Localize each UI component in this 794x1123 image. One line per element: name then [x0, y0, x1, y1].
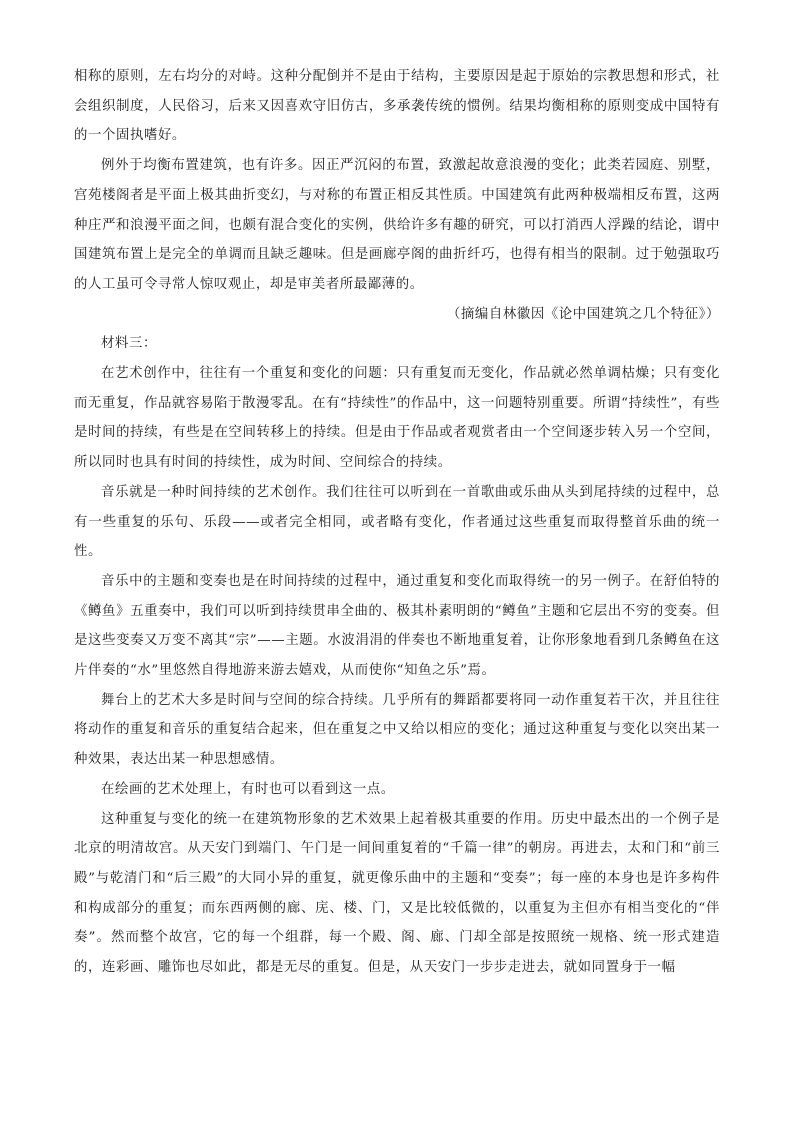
paragraph-5: 音乐中的主题和变奏也是在时间持续的过程中，通过重复和变化而取得统一的另一例子。在舒伯特的《鳟鱼》五重奏中，我们可以听到持续贯串全曲的、极其朴素明朗的“鳟鱼”主题和它层出不穷的变奏。但是这些变奏又万变不离其“宗”——主题。水波涓涓的伴奏也不断地重复着，让你形象地看到几条鳟鱼在这片伴奏的“水”里悠然自得地游来游去嬉戏，从而使你“知鱼之乐”焉。: [74, 573, 720, 679]
source-citation: （摘编自林徽因《论中国建筑之几个特征》）: [446, 306, 720, 322]
paragraph-1: 相称的原则，左右均分的对峙。这种分配倒并不是由于结构，主要原因是起于原始的宗教思想和形式，社会组织制度，人民俗习，后来又因喜欢守旧仿古，多承袭传统的惯例。结果均衡相称的原则变成中国特有的一个固执嗜好。: [74, 69, 720, 144]
paragraph-3: 在艺术创作中，往往有一个重复和变化的问题：只有重复而无变化，作品就必然单调枯燥；只有变化而无重复，作品就容易陷于散漫零乱。在有“持续性”的作品中，这一问题特别重要。所谓“持续性”，有些是时间的持续，有些是在空间转移上的持续。但是由于作品或者观赏者由一个空间逐步转入另一个空间，所以同时也具有时间的持续性，成为时间、空间综合的持续。: [74, 366, 720, 471]
section-heading-material-3: 材料三：: [101, 336, 157, 352]
paragraph-7: 在绘画的艺术处理上，有时也可以看到这一点。: [101, 781, 395, 797]
paragraph-2: 例外于均衡布置建筑，也有许多。因正严沉闷的布置，致激起故意浪漫的变化；此类若园庭、别墅，宫苑楼阁者是平面上极其曲折变幻，与对称的布置正相反其性质。中国建筑有此两种极端相反布置，这两种庄严和浪漫平面之间，也颇有混合变化的实例，供给许多有趣的研究，可以打消西人浮躁的结论，谓中国建筑布置上是完全的单调而且缺乏趣味。但是画廊亭阁的曲折纤巧，也得有相当的限制。过于勉强取巧的人工虽可令寻常人惊叹观止，却是审美者所最鄙薄的。: [74, 158, 720, 292]
document-page: [74, 62, 720, 983]
paragraph-8: 这种重复与变化的统一在建筑物形象的艺术效果上起着极其重要的作用。历史中最杰出的一个例子是北京的明清故宫。从天安门到端门、午门是一间间重复着的“千篇一律”的朝房。再进去，太和门和“前三殿”与乾清门和“后三殿”的大同小异的重复，就更像乐曲中的主题和“变奏”；每一座的本身也是许多构件和构成部分的重复；而东西两侧的廊、庑、楼、门，又是比较低微的，以重复为主但亦有相当变化的“伴奏”。然而整个故宫，它的每一个组群，每一个殿、阁、廊、门却全部是按照统一规格、统一形式建造的，连彩画、雕饰也尽如此，都是无尽的重复。但是，从天安门一步步走进去，就如同置身于一幅: [74, 811, 720, 976]
paragraph-6: 舞台上的艺术大多是时间与空间的综合持续。几乎所有的舞蹈都要将同一动作重复若干次，并且往往将动作的重复和音乐的重复结合起来，但在重复之中又给以相应的变化；通过这种重复与变化以突出某一种效果，表达出某一种思想感情。: [74, 692, 720, 768]
paragraph-4: 音乐就是一种时间持续的艺术创作。我们往往可以听到在一首歌曲或乐曲从头到尾持续的过程中，总有一些重复的乐句、乐段——或者完全相同，或者略有变化，作者通过这些重复而取得整首乐曲的统一性。: [74, 484, 720, 560]
